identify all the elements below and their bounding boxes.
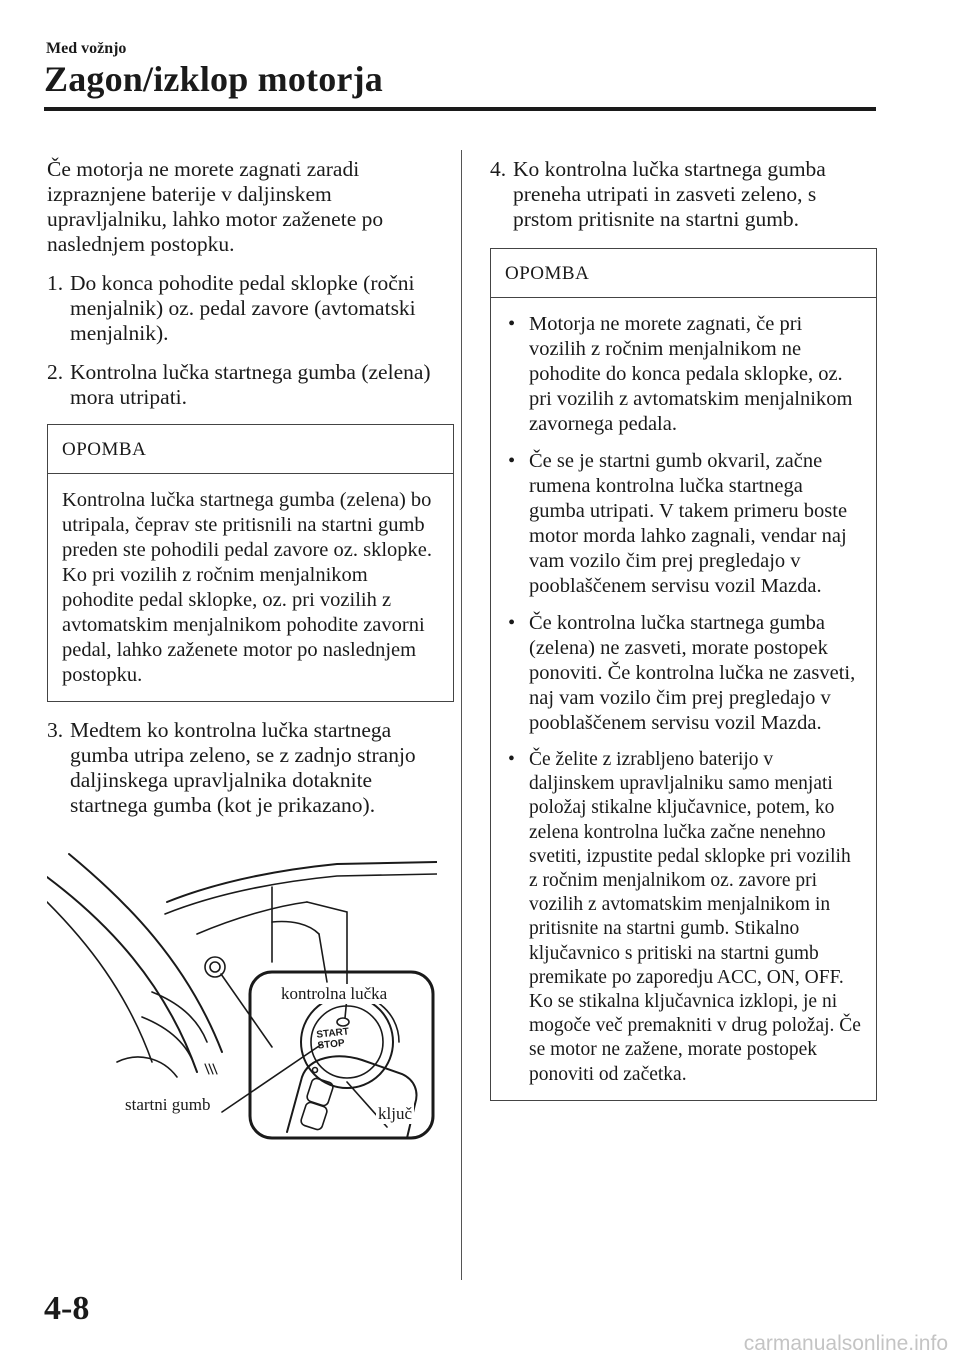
note-bullet — [505, 748, 862, 1087]
bullet-dot: • — [508, 313, 516, 335]
bullet-text: Če se je startni gumb okvaril, začne rumena kontrolna lučka startnega gumba utripati. V takem primeru boste motor morda lahko zagnali, vendar naj vam vozilo čim prej pregledajo v pooblaščenem servisu vozil Mazda. — [529, 450, 848, 597]
note-heading: OPOMBA — [48, 425, 453, 474]
right-column — [490, 157, 875, 1101]
step-2 — [47, 360, 442, 410]
bullet-dot: • — [508, 450, 516, 472]
label-key: ključ — [378, 1104, 412, 1123]
step-text: Do konca pohodite pedal sklopke (ročni menjalnik) oz. pedal zavore (avtomatski menjalnik). — [70, 271, 416, 345]
step-4 — [490, 157, 875, 232]
note-text: Kontrolna lučka startnega gumba (zelena) bo utripala, čeprav ste pritisnili na startni gumb preden ste pohodili pedal zavore oz. sklopke. Ko pri vozilih z ročnim menjalnikom pohodite pedal sklopke, oz. pri vozilih z avtomatskim menjalnikom pohodite zavorni pedal, lahko zaženete motor po naslednjem postopku. — [62, 489, 433, 686]
section-label: Med vožnjo — [46, 40, 127, 57]
column-divider — [461, 150, 462, 1280]
note-bullet — [505, 449, 862, 599]
note-heading: OPOMBA — [491, 249, 876, 298]
note-bullet — [505, 611, 862, 736]
step-number: 2. — [47, 360, 64, 384]
bullet-text: Motorja ne morete zagnati, če pri vozilih z ročnim menjalnikom ne pohodite do konca pedala sklopke, oz. pri vozilih z avtomatskim menjalnikom zavornega pedala. — [529, 313, 853, 435]
start-button-illustration — [47, 842, 437, 1142]
step-1 — [47, 271, 442, 346]
note-box-left — [47, 424, 454, 702]
step-number: 4. — [490, 157, 507, 181]
watermark: carmanualsonline.info — [743, 1332, 948, 1355]
note-box-right — [490, 248, 877, 1101]
start-button-text: START STOP — [315, 1026, 350, 1052]
left-column — [47, 157, 442, 832]
bullet-text: Če kontrolna lučka startnega gumba (zelena) ne zasveti, morate postopek ponoviti. Če kontrolna lučka ne zasveti, naj vam vozilo čim prej pregledajo v pooblaščenem servisu vozil Mazda. — [529, 612, 856, 734]
step-3 — [47, 718, 442, 818]
label-indicator-lamp: kontrolna lučka — [281, 984, 388, 1003]
bullet-dot: • — [508, 749, 515, 770]
page-title: Zagon/izklop motorja — [44, 59, 384, 99]
note-bullet — [505, 312, 862, 437]
step-text: Ko kontrolna lučka startnega gumba preneha utripati in zasveti zeleno, s prstom pritisnite na startni gumb. — [513, 157, 826, 231]
bullet-text: Če želite z izrabljeno baterijo v daljinskem upravljalniku samo menjati položaj stikalne ključavnice, potem, ko zelena kontrolna lučka začne nenehno svetiti, izpustite pedal sklopke pri vozilih z ročnim menjalnikom oz. zavore pri vozilih z avtomatskim menjalnikom in pritisnite na startni gumb. Stikalno ključavnico s pritiski na startni gumb premikate po zaporedju ACC, ON, OFF. Ko se stikalna ključavnica izklopi, je ni mogoče več premakniti v drug položaj. Če se motor ne zažene, morate postopek ponoviti od začetka. — [529, 749, 861, 1085]
step-number: 3. — [47, 718, 64, 742]
step-text: Kontrolna lučka startnega gumba (zelena) mora utripati. — [70, 360, 431, 409]
note-bullets — [491, 298, 876, 1100]
bullet-dot: • — [508, 612, 516, 634]
intro-paragraph: Če motorja ne morete zagnati zaradi izpraznjene baterije v daljinskem upravljalniku, lahko motor zaženete po naslednjem postopku. — [47, 157, 384, 256]
step-text: Medtem ko kontrolna lučka startnega gumba utripa zeleno, se z zadnjo stranjo daljinskega upravljalnika dotaknite startnega gumba (kot je prikazano). — [70, 718, 416, 817]
title-rule — [44, 107, 876, 111]
step-number: 1. — [47, 271, 64, 295]
label-start-button: startni gumb — [125, 1095, 211, 1114]
page-number: 4-8 — [44, 1290, 90, 1327]
